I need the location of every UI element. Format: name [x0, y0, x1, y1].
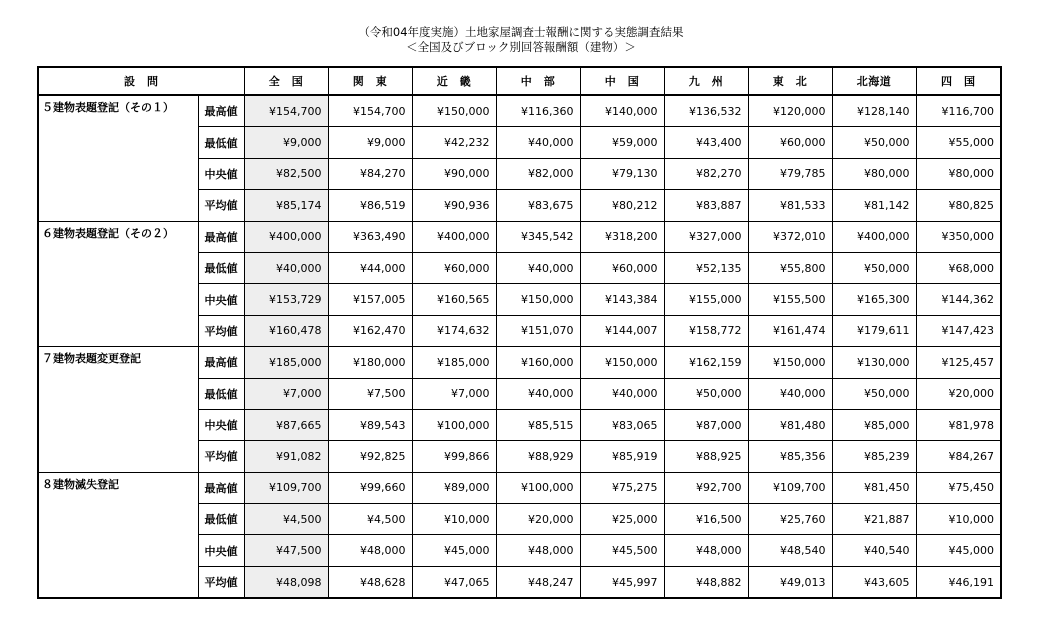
value-cell: ¥87,665: [244, 409, 328, 440]
value-cell: ¥55,000: [916, 127, 1001, 158]
value-cell: ¥81,533: [748, 190, 832, 221]
value-cell: ¥128,140: [832, 95, 916, 127]
value-cell: ¥7,000: [244, 378, 328, 409]
metric-label: 最低値: [198, 252, 244, 283]
table-row: [38, 221, 1001, 252]
value-cell: ¥144,362: [916, 284, 1001, 315]
value-cell: ¥99,660: [328, 472, 412, 503]
value-cell: ¥89,000: [412, 472, 496, 503]
value-cell: ¥87,000: [664, 409, 748, 440]
value-cell: ¥25,000: [580, 504, 664, 535]
value-cell: ¥9,000: [244, 127, 328, 158]
value-cell: ¥185,000: [412, 347, 496, 378]
value-cell: ¥85,515: [496, 409, 580, 440]
value-cell: ¥99,866: [412, 441, 496, 472]
metric-label: 最低値: [198, 504, 244, 535]
value-cell: ¥50,000: [832, 378, 916, 409]
value-cell: ¥84,270: [328, 158, 412, 189]
question-label: ６建物表題登記（その２）: [38, 221, 198, 347]
value-cell: ¥81,142: [832, 190, 916, 221]
value-cell: ¥160,478: [244, 315, 328, 346]
value-cell: ¥55,800: [748, 252, 832, 283]
value-cell: ¥60,000: [580, 252, 664, 283]
value-cell: ¥47,065: [412, 566, 496, 598]
metric-label: 最高値: [198, 95, 244, 127]
value-cell: ¥80,000: [832, 158, 916, 189]
value-cell: ¥80,212: [580, 190, 664, 221]
value-cell: ¥88,929: [496, 441, 580, 472]
value-cell: ¥155,000: [664, 284, 748, 315]
value-cell: ¥48,000: [664, 535, 748, 566]
value-cell: ¥48,098: [244, 566, 328, 598]
report-subtitle: ＜全国及びブロック別回答報酬額（建物）＞: [406, 40, 636, 54]
value-cell: ¥47,500: [244, 535, 328, 566]
value-cell: ¥10,000: [916, 504, 1001, 535]
header-region: 九 州: [664, 67, 748, 95]
metric-label: 中央値: [198, 284, 244, 315]
value-cell: ¥83,065: [580, 409, 664, 440]
value-cell: ¥174,632: [412, 315, 496, 346]
table-row: [38, 95, 1001, 127]
value-cell: ¥88,925: [664, 441, 748, 472]
header-region: 北海道: [832, 67, 916, 95]
table-row: [38, 347, 1001, 378]
header-row: [38, 67, 1001, 95]
value-cell: ¥52,135: [664, 252, 748, 283]
value-cell: ¥49,013: [748, 566, 832, 598]
value-cell: ¥81,978: [916, 409, 1001, 440]
value-cell: ¥109,700: [244, 472, 328, 503]
value-cell: ¥160,565: [412, 284, 496, 315]
value-cell: ¥79,785: [748, 158, 832, 189]
header-region: 全 国: [244, 67, 328, 95]
value-cell: ¥185,000: [244, 347, 328, 378]
value-cell: ¥140,000: [580, 95, 664, 127]
value-cell: ¥327,000: [664, 221, 748, 252]
value-cell: ¥85,174: [244, 190, 328, 221]
value-cell: ¥89,543: [328, 409, 412, 440]
value-cell: ¥400,000: [832, 221, 916, 252]
value-cell: ¥157,005: [328, 284, 412, 315]
value-cell: ¥59,000: [580, 127, 664, 158]
value-cell: ¥162,470: [328, 315, 412, 346]
value-cell: ¥150,000: [580, 347, 664, 378]
value-cell: ¥48,540: [748, 535, 832, 566]
metric-label: 最高値: [198, 347, 244, 378]
value-cell: ¥120,000: [748, 95, 832, 127]
metric-label: 中央値: [198, 409, 244, 440]
value-cell: ¥48,628: [328, 566, 412, 598]
header-region: 中 国: [580, 67, 664, 95]
value-cell: ¥155,500: [748, 284, 832, 315]
value-cell: ¥46,191: [916, 566, 1001, 598]
value-cell: ¥153,729: [244, 284, 328, 315]
value-cell: ¥144,007: [580, 315, 664, 346]
value-cell: ¥50,000: [832, 252, 916, 283]
value-cell: ¥10,000: [412, 504, 496, 535]
value-cell: ¥7,500: [328, 378, 412, 409]
header-region: 四 国: [916, 67, 1001, 95]
value-cell: ¥86,519: [328, 190, 412, 221]
value-cell: ¥147,423: [916, 315, 1001, 346]
value-cell: ¥82,000: [496, 158, 580, 189]
value-cell: ¥400,000: [412, 221, 496, 252]
value-cell: ¥75,275: [580, 472, 664, 503]
value-cell: ¥90,000: [412, 158, 496, 189]
value-cell: ¥83,675: [496, 190, 580, 221]
value-cell: ¥7,000: [412, 378, 496, 409]
value-cell: ¥42,232: [412, 127, 496, 158]
value-cell: ¥92,825: [328, 441, 412, 472]
value-cell: ¥40,000: [244, 252, 328, 283]
value-cell: ¥20,000: [916, 378, 1001, 409]
table-body: [38, 95, 1001, 598]
value-cell: ¥75,450: [916, 472, 1001, 503]
value-cell: ¥363,490: [328, 221, 412, 252]
value-cell: ¥158,772: [664, 315, 748, 346]
value-cell: ¥40,000: [496, 127, 580, 158]
value-cell: ¥82,270: [664, 158, 748, 189]
value-cell: ¥150,000: [496, 284, 580, 315]
value-cell: ¥45,500: [580, 535, 664, 566]
report-title: （令和04年度実施）土地家屋調査士報酬に関する実態調査結果: [358, 25, 684, 39]
value-cell: ¥400,000: [244, 221, 328, 252]
value-cell: ¥45,000: [916, 535, 1001, 566]
value-cell: ¥91,082: [244, 441, 328, 472]
value-cell: ¥68,000: [916, 252, 1001, 283]
value-cell: ¥40,540: [832, 535, 916, 566]
value-cell: ¥60,000: [412, 252, 496, 283]
value-cell: ¥21,887: [832, 504, 916, 535]
value-cell: ¥116,700: [916, 95, 1001, 127]
value-cell: ¥80,825: [916, 190, 1001, 221]
value-cell: ¥143,384: [580, 284, 664, 315]
value-cell: ¥9,000: [328, 127, 412, 158]
metric-label: 平均値: [198, 441, 244, 472]
metric-label: 平均値: [198, 190, 244, 221]
value-cell: ¥345,542: [496, 221, 580, 252]
value-cell: ¥48,000: [328, 535, 412, 566]
metric-label: 平均値: [198, 566, 244, 598]
value-cell: ¥151,070: [496, 315, 580, 346]
value-cell: ¥150,000: [412, 95, 496, 127]
value-cell: ¥85,000: [832, 409, 916, 440]
value-cell: ¥85,919: [580, 441, 664, 472]
metric-label: 平均値: [198, 315, 244, 346]
value-cell: ¥45,997: [580, 566, 664, 598]
header-region: 近 畿: [412, 67, 496, 95]
value-cell: ¥40,000: [748, 378, 832, 409]
value-cell: ¥125,457: [916, 347, 1001, 378]
value-cell: ¥20,000: [496, 504, 580, 535]
value-cell: ¥40,000: [496, 252, 580, 283]
value-cell: ¥45,000: [412, 535, 496, 566]
value-cell: ¥48,882: [664, 566, 748, 598]
metric-label: 中央値: [198, 158, 244, 189]
metric-label: 中央値: [198, 535, 244, 566]
value-cell: ¥40,000: [580, 378, 664, 409]
metric-label: 最低値: [198, 378, 244, 409]
value-cell: ¥350,000: [916, 221, 1001, 252]
value-cell: ¥100,000: [412, 409, 496, 440]
value-cell: ¥4,500: [328, 504, 412, 535]
header-region: 東 北: [748, 67, 832, 95]
value-cell: ¥79,130: [580, 158, 664, 189]
value-cell: ¥83,887: [664, 190, 748, 221]
table-row: [38, 472, 1001, 503]
value-cell: ¥25,760: [748, 504, 832, 535]
header-question: 設 問: [38, 67, 244, 95]
value-cell: ¥180,000: [328, 347, 412, 378]
value-cell: ¥85,356: [748, 441, 832, 472]
header-region: 中 部: [496, 67, 580, 95]
value-cell: ¥90,936: [412, 190, 496, 221]
value-cell: ¥48,247: [496, 566, 580, 598]
value-cell: ¥81,450: [832, 472, 916, 503]
value-cell: ¥82,500: [244, 158, 328, 189]
value-cell: ¥179,611: [832, 315, 916, 346]
value-cell: ¥92,700: [664, 472, 748, 503]
value-cell: ¥136,532: [664, 95, 748, 127]
metric-label: 最高値: [198, 221, 244, 252]
value-cell: ¥43,605: [832, 566, 916, 598]
value-cell: ¥162,159: [664, 347, 748, 378]
value-cell: ¥81,480: [748, 409, 832, 440]
metric-label: 最高値: [198, 472, 244, 503]
value-cell: ¥116,360: [496, 95, 580, 127]
fee-survey-table: [37, 66, 1002, 599]
value-cell: ¥84,267: [916, 441, 1001, 472]
value-cell: ¥85,239: [832, 441, 916, 472]
question-label: ７建物表題変更登記: [38, 347, 198, 473]
value-cell: ¥40,000: [496, 378, 580, 409]
value-cell: ¥16,500: [664, 504, 748, 535]
question-label: ５建物表題登記（その１）: [38, 95, 198, 221]
value-cell: ¥318,200: [580, 221, 664, 252]
question-label: ８建物滅失登記: [38, 472, 198, 598]
value-cell: ¥154,700: [244, 95, 328, 127]
value-cell: ¥60,000: [748, 127, 832, 158]
value-cell: ¥160,000: [496, 347, 580, 378]
value-cell: ¥109,700: [748, 472, 832, 503]
value-cell: ¥48,000: [496, 535, 580, 566]
value-cell: ¥100,000: [496, 472, 580, 503]
header-region: 関 東: [328, 67, 412, 95]
value-cell: ¥154,700: [328, 95, 412, 127]
metric-label: 最低値: [198, 127, 244, 158]
value-cell: ¥372,010: [748, 221, 832, 252]
value-cell: ¥43,400: [664, 127, 748, 158]
value-cell: ¥50,000: [664, 378, 748, 409]
value-cell: ¥165,300: [832, 284, 916, 315]
value-cell: ¥130,000: [832, 347, 916, 378]
value-cell: ¥150,000: [748, 347, 832, 378]
value-cell: ¥161,474: [748, 315, 832, 346]
value-cell: ¥80,000: [916, 158, 1001, 189]
value-cell: ¥4,500: [244, 504, 328, 535]
value-cell: ¥44,000: [328, 252, 412, 283]
value-cell: ¥50,000: [832, 127, 916, 158]
